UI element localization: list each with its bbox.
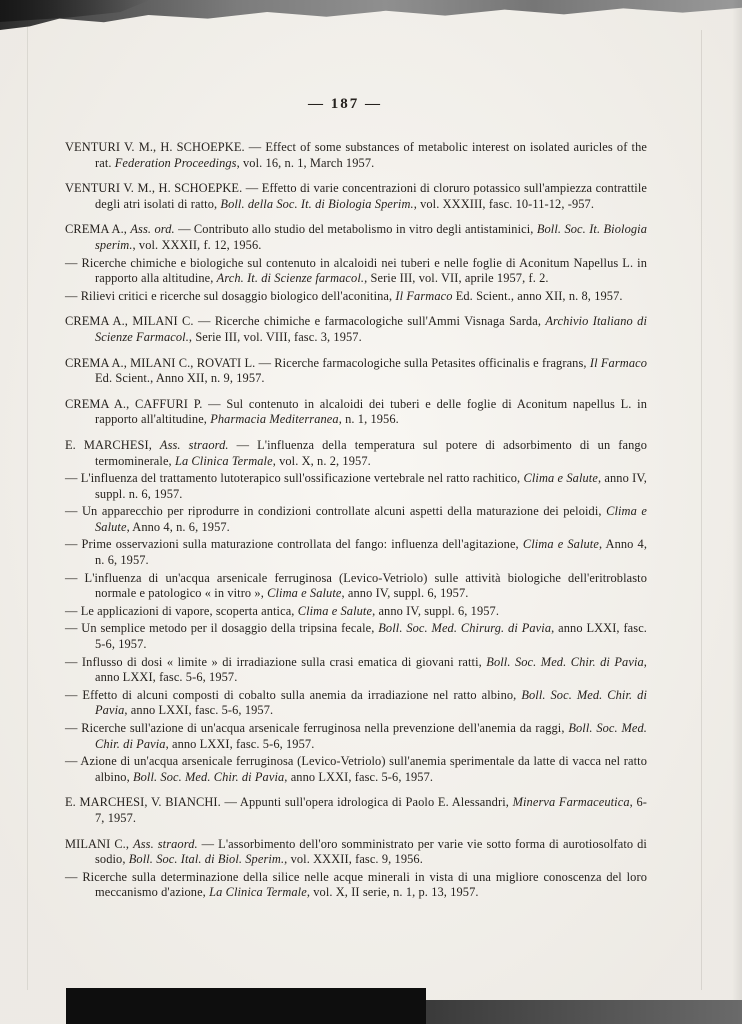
journal-title: Arch. It. di Scienze farmacol. xyxy=(216,271,365,286)
journal-title: Il Farmaco xyxy=(395,288,453,303)
journal-title: La Clinica Termale xyxy=(174,453,273,468)
journal-title: Il Farmaco xyxy=(589,355,648,370)
entry-text: , vol. XXXII, fasc. 9, 1956. xyxy=(284,852,423,867)
entry-text: , anno IV, suppl. 6, 1957. xyxy=(372,603,500,618)
right-edge-shadow xyxy=(732,0,742,1024)
entry-text: — Ricerche chimiche e biologiche sul contenuto in alcaloidi nei tuberi e nelle foglie di Aconitum Napellus L. in rapporto alla altitudine, xyxy=(65,255,647,286)
entry-text: — Un apparecchio per riprodurre in condizioni controllate alcuni aspetti della maturazione dei peloidi, xyxy=(65,504,607,519)
bibliography-entry xyxy=(65,356,647,387)
entry-text: CREMA A., MILANI C., ROVATI L. — Ricerche farmacologiche sulla Petasites officinalis e fragrans, xyxy=(65,355,590,370)
journal-title: Clima e Salute xyxy=(523,471,598,486)
bibliography-entry xyxy=(65,604,647,620)
journal-title: Boll. Soc. Med. Chir. di Pavia xyxy=(95,721,648,751)
entry-text: — Contributo allo studio del metabolismo in vitro degli antistaminici, xyxy=(174,222,537,237)
entry-text: — Le applicazioni di vapore, scoperta antica, xyxy=(65,603,298,618)
bibliography-entry xyxy=(65,471,647,502)
entry-text: Ed. Scient., Anno XII, n. 9, 1957. xyxy=(95,371,265,386)
bibliography-entry xyxy=(65,688,647,719)
scan-bottom-black-bar xyxy=(66,988,426,1024)
entry-text: E. MARCHESI, V. BIANCHI. — Appunti sull'opera idrologica di Paolo E. Alessandri, xyxy=(65,795,513,810)
journal-title: Ass. straord. xyxy=(159,437,229,452)
entry-text: CREMA A., xyxy=(65,222,131,237)
entry-text: , Anno 4, n. 6, 1957. xyxy=(95,537,648,568)
entry-text: , 6-7, 1957. xyxy=(95,795,647,825)
page-number: — 187 — xyxy=(308,96,382,112)
entry-text: , vol. XXXIII, fasc. 10-11-12, -957. xyxy=(413,196,595,211)
bibliography-entry xyxy=(65,571,647,602)
bibliography-entry xyxy=(65,621,647,652)
entry-text: — Ricerche sulla determinazione della silice nelle acque minerali in vista di una migliore conoscenza del loro meccanismo d'azione, xyxy=(65,869,647,900)
bibliography-entry xyxy=(65,256,647,287)
entry-text: , anno IV, suppl. 6, 1957. xyxy=(341,586,469,601)
journal-title: Clima e Salute xyxy=(95,504,647,534)
bibliography-entry xyxy=(65,314,647,345)
bibliography-entry xyxy=(65,754,647,785)
entry-text: CREMA A., CAFFURI P. — Sul contenuto in alcaloidi dei tuberi e delle foglie di Aconitum napellus L. in rapporto all'altitudine, xyxy=(65,396,647,427)
bibliography-entry xyxy=(65,655,647,686)
entry-text: , anno LXXI, fasc. 5-6, 1957. xyxy=(95,621,647,652)
entry-text: , anno LXXI, fasc. 5-6, 1957. xyxy=(124,703,274,718)
entry-text: , Serie III, vol. VII, aprile 1957, f. 2. xyxy=(364,271,549,286)
entry-text: Ed. Scient., anno XII, n. 8, 1957. xyxy=(452,288,623,303)
bibliography-entry xyxy=(65,795,647,826)
left-fold-line xyxy=(27,20,28,990)
journal-title: Boll. Soc. Med. Chirurg. di Pavia xyxy=(378,621,552,636)
entry-text: , vol. X, n. 2, 1957. xyxy=(272,453,371,468)
journal-title: Clima e Salute xyxy=(297,603,373,618)
journal-title: Ass. straord. xyxy=(133,836,198,851)
bibliography-entry xyxy=(65,870,647,901)
journal-title: Boll. Soc. Med. Chir. di Pavia xyxy=(486,654,644,669)
journal-title: Boll. Soc. Med. Chir. di Pavia xyxy=(95,687,647,718)
journal-title: Boll. Soc. Ital. di Biol. Sperim. xyxy=(128,852,285,867)
entry-text: — Prime osservazioni sulla maturazione controllata del fango: influenza dell'agitazione, xyxy=(65,537,523,552)
bibliography-entry xyxy=(65,222,647,253)
bibliography-entry xyxy=(65,721,647,752)
bibliography-entry xyxy=(65,140,647,171)
journal-title: Boll. Soc. It. Biologia sperim. xyxy=(95,222,647,252)
bibliography-entry xyxy=(65,837,647,868)
journal-title: Federation Proceedings xyxy=(114,155,237,170)
scan-bottom-gray-bar xyxy=(426,1000,742,1024)
journal-title: Clima e Salute xyxy=(267,586,342,601)
entry-text: , vol. X, II serie, n. 1, p. 13, 1957. xyxy=(306,885,479,900)
entry-text: — L'assorbimento dell'oro somministrato per varie vie sotto forma di aurotiosolfato di sodio, xyxy=(95,836,647,867)
entry-text: , anno LXXI, fasc. 5-6, 1957. xyxy=(165,736,315,751)
bibliography-entry xyxy=(65,537,647,568)
entry-text: MILANI C., xyxy=(65,836,134,851)
bibliography-entry xyxy=(65,181,647,212)
entry-text: — L'influenza del trattamento lutoterapico sull'ossificazione vertebrale nel ratto rachitico, xyxy=(65,471,524,486)
entry-text: — Ricerche sull'azione di un'acqua arsenicale ferruginosa nella prevenzione dell'anemia da raggi, xyxy=(65,721,569,735)
entry-text: E. MARCHESI, xyxy=(65,437,160,452)
entry-text: — Rilievi critici e ricerche sul dosaggio biologico dell'aconitina, xyxy=(65,288,396,303)
entry-text: , vol. XXXII, f. 12, 1956. xyxy=(132,237,262,252)
entry-text: — L'influenza di un'acqua arsenicale ferruginosa (Levico-Vetriolo) sulle attività biologiche dell'eritroblasto normale e patologico « in vitro », xyxy=(65,570,647,601)
journal-title: Boll. della Soc. It. di Biologia Sperim. xyxy=(220,196,414,211)
entry-text: , anno IV, suppl. n. 6, 1957. xyxy=(95,471,647,501)
entry-text: , Anno 4, n. 6, 1957. xyxy=(126,519,230,534)
bibliography-entry xyxy=(65,438,647,469)
entry-text: — Influsso di dosi « limite » di irradiazione sulla crasi ematica di giovani ratti, xyxy=(65,654,487,669)
entry-text: CREMA A., MILANI C. — Ricerche chimiche e farmacologiche sull'Ammi Visnaga Sarda, xyxy=(65,314,546,329)
journal-title: Boll. Soc. Med. Chir. di Pavia xyxy=(132,769,285,784)
entry-text: VENTURI V. M., H. SCHOEPKE. — Effect of some substances of metabolic interest on isolated auricles of the rat. xyxy=(65,140,647,170)
journal-title: Archivio Italiano di Scienze Farmacol. xyxy=(95,314,647,344)
bibliography-entry xyxy=(65,397,647,428)
entry-text: , n. 1, 1956. xyxy=(338,412,399,427)
entry-text: , Serie III, vol. VIII, fasc. 3, 1957. xyxy=(188,329,362,344)
entry-text: , vol. 16, n. 1, March 1957. xyxy=(236,155,375,170)
bibliography-entry xyxy=(65,289,647,305)
bibliography xyxy=(65,140,647,901)
entry-text: — Un semplice metodo per il dosaggio della tripsina fecale, xyxy=(65,621,379,636)
journal-title: Minerva Farmaceutica xyxy=(512,795,630,810)
journal-title: Ass. ord. xyxy=(130,222,175,237)
entry-text: — L'influenza della temperatura sul potere di adsorbimento di un fango termominerale, xyxy=(95,437,647,468)
bibliography-entry xyxy=(65,504,647,535)
right-fold-line xyxy=(701,30,702,990)
entry-text: , anno LXXI, fasc. 5-6, 1957. xyxy=(95,654,647,685)
entry-text: VENTURI V. M., H. SCHOEPKE. — Effetto di varie concentrazioni di cloruro potassico sull'ampiezza contrattile degli atri isolati di ratto, xyxy=(65,181,647,211)
entry-text: , anno LXXI, fasc. 5-6, 1957. xyxy=(284,769,434,784)
journal-title: La Clinica Termale xyxy=(209,885,307,900)
journal-title: Pharmacia Mediterranea xyxy=(210,412,339,427)
journal-title: Clima e Salute xyxy=(522,537,599,552)
entry-text: — Effetto di alcuni composti di cobalto sulla anemia da irradiazione nel ratto albino, xyxy=(65,687,522,702)
entry-text: — Azione di un'acqua arsenicale ferruginosa (Levico-Vetriolo) sull'anemia sperimentale da latte di vacca nel ratto albino, xyxy=(65,754,647,784)
